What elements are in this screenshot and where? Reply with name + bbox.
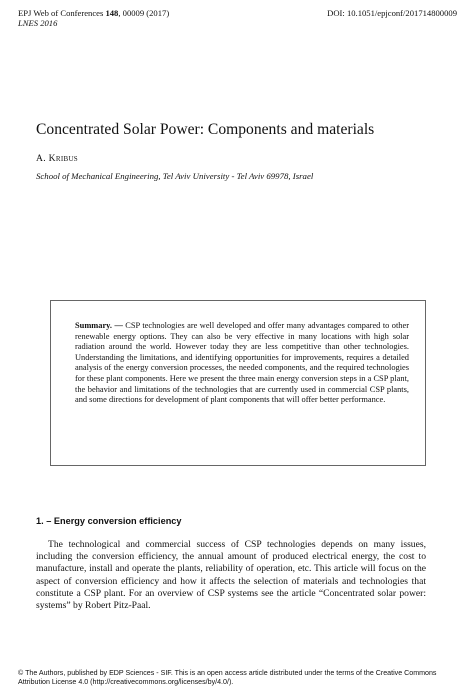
volume-number: 148 — [105, 8, 119, 18]
doi[interactable]: DOI: 10.1051/epjconf/201714800009 — [327, 8, 457, 18]
license-footer: © The Authors, published by EDP Sciences - SIF. This is an open access article distributed under the terms of the Creative Commons Attribution License 4.0 (http://creativecommons.org/licenses/by/4.0/). — [18, 669, 437, 686]
abstract-label: Summary. — — [75, 321, 123, 330]
abstract-body: CSP technologies are well developed and offer many advantages compared to other renewable energy options. They can also be very effective in many locations with high solar radiation around the world. However today they are less competitive than other technologies. Understanding the limitations, and identifying opportunities for improvements, requires a detailed analysis of the energy conversion processes, the needed components, and the required technologies for these plant components. Here we present the three main energy conversion steps in a CSP plant, the behavior and limitations of the technologies that are currently used in commercial CSP plants, and some directions for development of plant components that will offer better performance. — [75, 321, 409, 405]
abstract-box — [50, 300, 426, 466]
abstract-text — [75, 321, 409, 406]
section-heading: 1. – Energy conversion efficiency — [36, 516, 182, 526]
paper-title: Concentrated Solar Power: Components and materials — [36, 121, 375, 138]
journal-name: EPJ Web of Conferences — [18, 8, 106, 18]
affiliation: School of Mechanical Engineering, Tel Aviv University - Tel Aviv 69978, Israel — [36, 171, 314, 181]
author — [36, 153, 78, 164]
author-initial: A. — [36, 153, 49, 164]
section-paragraph: The technological and commercial success of CSP technologies depends on many issues, including the conversion efficiency, the annual amount of produced electrical energy, the cost to manufacture, install and operate the plants, reliability of operation, etc. This article will focus on the aspect of conversion efficiency and how it affects the selection of materials and technologies that constitute a CSP plant. For an overview of CSP systems see the article “Concentrated solar power: systems” by Robert Pitz-Paal. — [36, 539, 426, 612]
article-number: , 00009 (2017) — [118, 8, 170, 18]
author-surname: Kribus — [48, 153, 78, 164]
conference-name: LNES 2016 — [18, 18, 58, 28]
